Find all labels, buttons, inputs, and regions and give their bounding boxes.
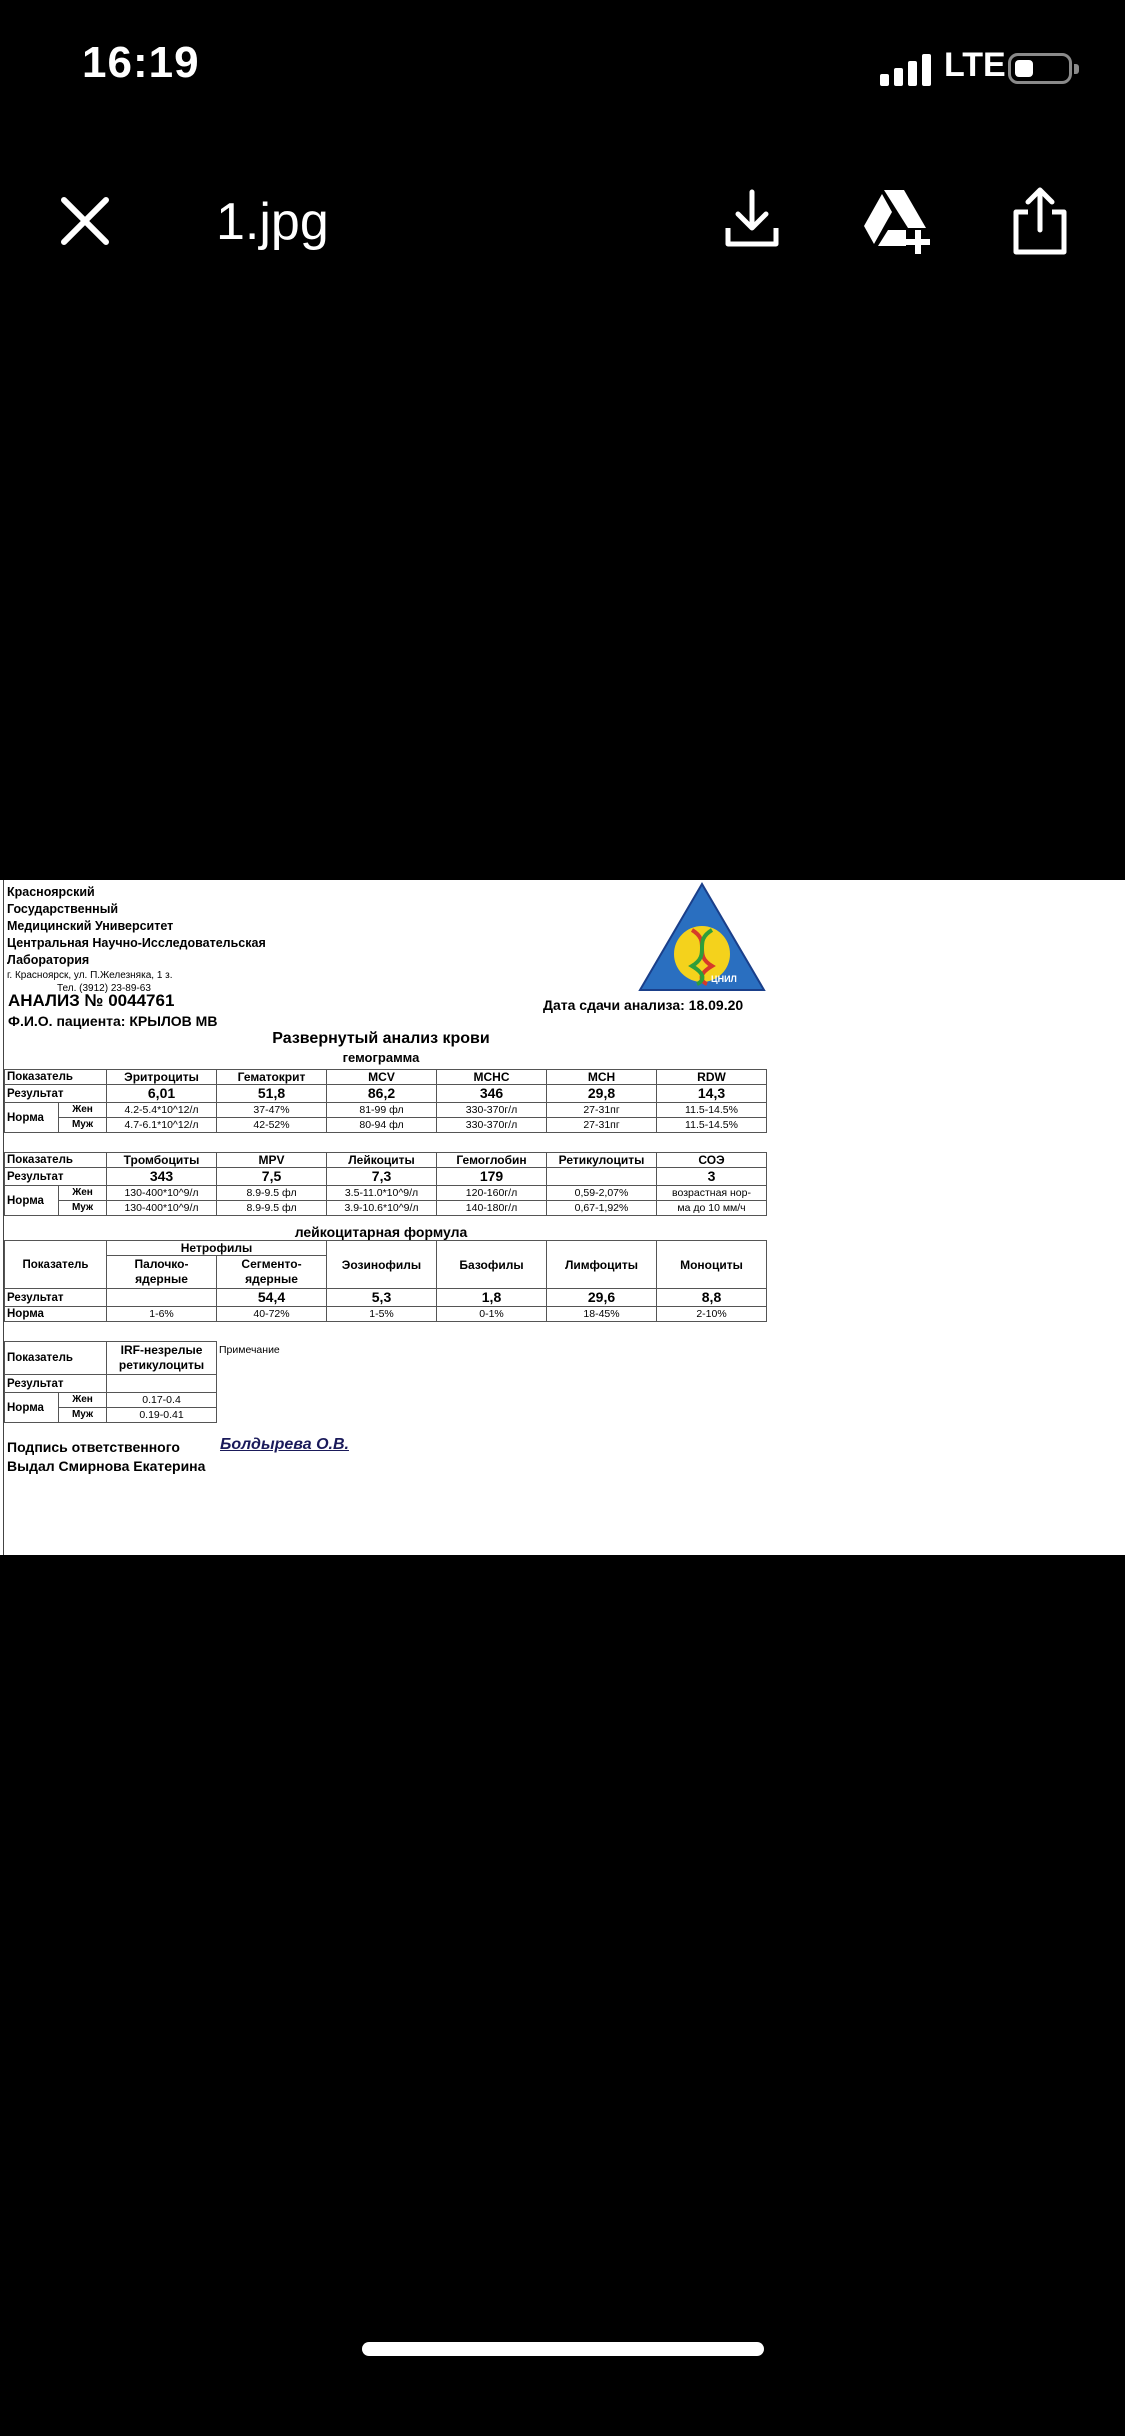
- file-title: 1.jpg: [216, 193, 329, 251]
- lab-logo-icon: [637, 880, 767, 994]
- norm-value: ма до 10 мм/ч: [657, 1201, 767, 1216]
- norm-value: 40-72%: [217, 1307, 327, 1322]
- norm-label: Норма: [5, 1393, 59, 1423]
- drive-add-icon[interactable]: [860, 184, 932, 256]
- patient-name: Ф.И.О. пациента: КРЫЛОВ МВ: [8, 1013, 218, 1029]
- table-header: Палочко- ядерные: [107, 1256, 217, 1289]
- result-value: 7,5: [217, 1168, 327, 1186]
- result-value: [107, 1289, 217, 1307]
- share-icon[interactable]: [1004, 184, 1076, 256]
- table-header: СОЭ: [657, 1153, 767, 1168]
- signal-icon: [880, 52, 934, 86]
- norm-value: 4.2-5.4*10^12/л: [107, 1103, 217, 1118]
- norm-value: 42-52%: [217, 1118, 327, 1133]
- issued-by: Выдал Смирнова Екатерина: [7, 1458, 206, 1474]
- document-image: [0, 880, 1125, 1555]
- note-label: Примечание: [219, 1344, 280, 1356]
- result-label: Результат: [5, 1168, 107, 1186]
- home-indicator[interactable]: [362, 2342, 764, 2356]
- table-header: Ретикулоциты: [547, 1153, 657, 1168]
- table-header: IRF-незрелые ретикулоциты: [107, 1342, 217, 1375]
- result-value: 14,3: [657, 1085, 767, 1103]
- female-label: Жен: [59, 1393, 107, 1408]
- viewer-toolbar: [0, 160, 1125, 280]
- indicator-label: Показатель: [5, 1153, 107, 1168]
- norm-value: 140-180г/л: [437, 1201, 547, 1216]
- norm-value: 0.19-0.41: [107, 1408, 217, 1423]
- result-label: Результат: [5, 1085, 107, 1103]
- norm-value: 130-400*10^9/л: [107, 1186, 217, 1201]
- network-type: LTE: [944, 46, 1006, 84]
- hemogram-table: [4, 1069, 767, 1133]
- norm-value: 4.7-6.1*10^12/л: [107, 1118, 217, 1133]
- table-header: Сегменто- ядерные: [217, 1256, 327, 1289]
- result-label: Результат: [5, 1375, 107, 1393]
- report-title: Развернутый анализ крови: [272, 1030, 490, 1047]
- status-time: 16:19: [82, 38, 200, 87]
- indicator-label: Показатель: [5, 1070, 107, 1085]
- result-value: [107, 1375, 217, 1393]
- result-value: 1,8: [437, 1289, 547, 1307]
- norm-value: 11.5-14.5%: [657, 1118, 767, 1133]
- result-value: 6,01: [107, 1085, 217, 1103]
- table-header: MCV: [327, 1070, 437, 1085]
- result-label: Результат: [5, 1289, 107, 1307]
- org-line: Медицинский Университет: [7, 919, 174, 933]
- table-header: RDW: [657, 1070, 767, 1085]
- org-line: Красноярский: [7, 885, 95, 899]
- irf-table: [4, 1341, 217, 1423]
- result-value: 3: [657, 1168, 767, 1186]
- leukocyte-table: [4, 1240, 767, 1322]
- norm-value: 330-370г/л: [437, 1118, 547, 1133]
- table-header: MCH: [547, 1070, 657, 1085]
- org-address: г. Красноярск, ул. П.Железняка, 1 з.: [7, 970, 173, 981]
- norm-value: 0,59-2,07%: [547, 1186, 657, 1201]
- norm-value: 0-1%: [437, 1307, 547, 1322]
- result-value: 54,4: [217, 1289, 327, 1307]
- result-value: 86,2: [327, 1085, 437, 1103]
- male-label: Муж: [59, 1408, 107, 1423]
- result-value: 346: [437, 1085, 547, 1103]
- norm-value: 3.5-11.0*10^9/л: [327, 1186, 437, 1201]
- result-value: 51,8: [217, 1085, 327, 1103]
- table-header: Лейкоциты: [327, 1153, 437, 1168]
- norm-value: 1-6%: [107, 1307, 217, 1322]
- org-phone: Тел. (3912) 23-89-63: [57, 983, 151, 994]
- norm-value: 120-160г/л: [437, 1186, 547, 1201]
- indicator-label: Показатель: [5, 1342, 107, 1375]
- norm-value: 330-370г/л: [437, 1103, 547, 1118]
- signature-label: Подпись ответственного: [7, 1439, 180, 1455]
- table-header: Эозинофилы: [327, 1241, 437, 1289]
- norm-value: 3.9-10.6*10^9/л: [327, 1201, 437, 1216]
- section-hemogram: гемограмма: [342, 1050, 420, 1065]
- norm-label: Норма: [5, 1186, 59, 1216]
- norm-value: 80-94 фл: [327, 1118, 437, 1133]
- norm-value: 1-5%: [327, 1307, 437, 1322]
- table-header: Эритроциты: [107, 1070, 217, 1085]
- neutrophils-group-header: Нетрофилы: [107, 1241, 327, 1256]
- status-bar: [0, 0, 1125, 140]
- male-label: Муж: [59, 1118, 107, 1133]
- norm-value: 37-47%: [217, 1103, 327, 1118]
- close-icon[interactable]: [54, 190, 116, 252]
- norm-value: 8.9-9.5 фл: [217, 1201, 327, 1216]
- battery-icon: [1008, 53, 1072, 84]
- male-label: Муж: [59, 1201, 107, 1216]
- blood-cells-table: [4, 1152, 767, 1216]
- result-value: 29,8: [547, 1085, 657, 1103]
- result-value: 29,6: [547, 1289, 657, 1307]
- table-header: MCHC: [437, 1070, 547, 1085]
- org-line: Государственный: [7, 902, 119, 916]
- norm-value: 27-31пг: [547, 1103, 657, 1118]
- norm-value: 2-10%: [657, 1307, 767, 1322]
- logo-text: ЦНИЛ: [711, 974, 737, 984]
- norm-value: 8.9-9.5 фл: [217, 1186, 327, 1201]
- table-header: Базофилы: [437, 1241, 547, 1289]
- table-header: Моноциты: [657, 1241, 767, 1289]
- table-header: Лимфоциты: [547, 1241, 657, 1289]
- lab-header: [7, 884, 266, 995]
- org-line: Лаборатория: [7, 953, 90, 967]
- table-header: Гематокрит: [217, 1070, 327, 1085]
- indicator-label: Показатель: [5, 1241, 107, 1289]
- norm-value: 27-31пг: [547, 1118, 657, 1133]
- result-value: [547, 1168, 657, 1186]
- result-value: 8,8: [657, 1289, 767, 1307]
- analysis-number: АНАЛИЗ № 0044761: [8, 991, 175, 1010]
- result-value: 7,3: [327, 1168, 437, 1186]
- norm-value: 130-400*10^9/л: [107, 1201, 217, 1216]
- result-value: 343: [107, 1168, 217, 1186]
- section-leukocyte-formula: лейкоцитарная формула: [294, 1224, 468, 1240]
- norm-value: 0.17-0.4: [107, 1393, 217, 1408]
- table-header: Тромбоциты: [107, 1153, 217, 1168]
- norm-label: Норма: [5, 1307, 107, 1322]
- female-label: Жен: [59, 1186, 107, 1201]
- norm-label: Норма: [5, 1103, 59, 1133]
- download-icon[interactable]: [716, 184, 788, 256]
- norm-value: возрастная нор-: [657, 1186, 767, 1201]
- signature: Болдырева О.В.: [220, 1436, 349, 1453]
- norm-value: 11.5-14.5%: [657, 1103, 767, 1118]
- analysis-date: Дата сдачи анализа: 18.09.20: [543, 997, 744, 1013]
- result-value: 179: [437, 1168, 547, 1186]
- table-header: MPV: [217, 1153, 327, 1168]
- norm-value: 81-99 фл: [327, 1103, 437, 1118]
- norm-value: 18-45%: [547, 1307, 657, 1322]
- result-value: 5,3: [327, 1289, 437, 1307]
- org-line: Центральная Научно-Исследовательская: [7, 936, 266, 950]
- norm-value: 0,67-1,92%: [547, 1201, 657, 1216]
- table-header: Гемоглобин: [437, 1153, 547, 1168]
- female-label: Жен: [59, 1103, 107, 1118]
